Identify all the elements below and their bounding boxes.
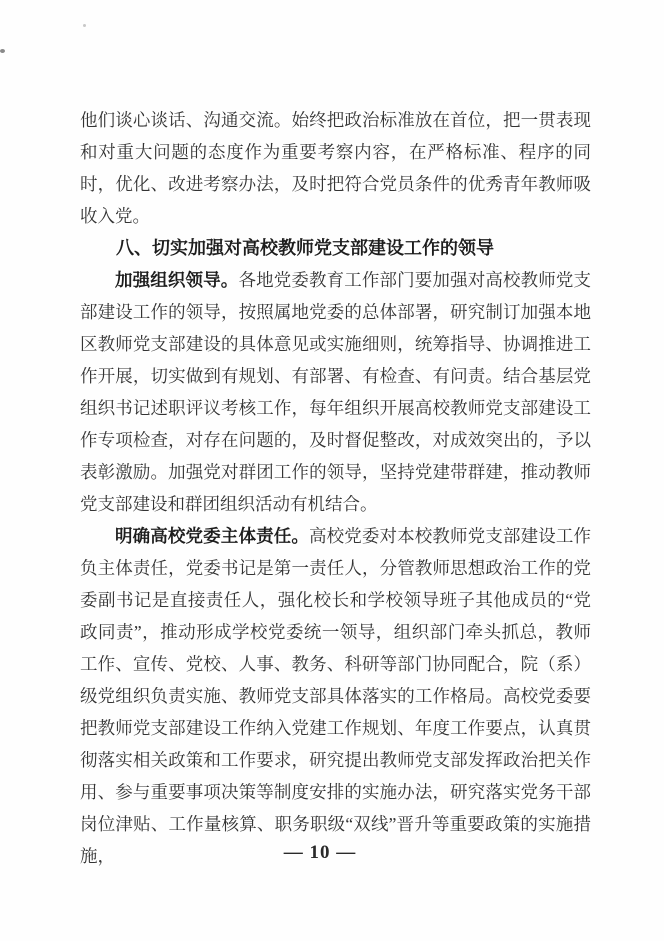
document-body — [80, 104, 591, 872]
section-heading — [80, 232, 591, 264]
paragraph-text: 高校党委对本校教师党支部建设工作负主体责任，党委书记是第一责任人，分管教师思想政治工作的党委副书记是直接责任人，强化校长和学校领导班子其他成员的“党政同责”，推动形成学校党委统一领导，组织部门牵头抓总，教师工作、宣传、党校、人事、教务、科研等部门协同配合，院（系）级党组织负责实施、教师党支部具体落实的工作格局。高校党委要把教师党支部建设工作纳入党建工作规划、年度工作要点，认真贯彻落实相关政策和工作要求，研究提出教师党支部发挥政治把关作用、参与重要事项决策等制度安排的实施办法，研究落实党务干部岗位津贴、工作量核算、职务职级“双线”晋升等重要政策的实施措施， — [80, 526, 592, 866]
scan-speck — [0, 49, 5, 53]
paragraph-continuation — [80, 104, 591, 232]
scan-speck — [83, 24, 86, 27]
paragraph-lead-bold: 加强组织领导。 — [115, 270, 239, 290]
paragraph-text: 各地党委教育工作部门要加强对高校教师党支部建设工作的领导，按照属地党委的总体部署，研究制订加强本地区教师党支部建设的具体意见或实施细则，统筹指导、协调推进工作开展，切实做到有规划、有部署、有检查、有问责。结合基层党组织书记述职评议考核工作，每年组织开展高校教师党支部建设工作专项检查，对存在问题的，及时督促整改，对成效突出的，予以表彰激励。加强党对群团工作的领导，坚持党建带群建，推动教师党支部建设和群团组织活动有机结合。 — [80, 270, 592, 514]
paragraph-committee-responsibility — [80, 520, 591, 872]
paragraph-lead-bold: 明确高校党委主体责任。 — [115, 526, 309, 546]
paragraph-text: 他们谈心谈话、沟通交流。始终把政治标准放在首位，把一贯表现和对重大问题的态度作为重要考察内容，在严格标准、程序的同时，优化、改进考察办法，及时把符合党员条件的优秀青年教师吸收入党。 — [80, 110, 591, 226]
paragraph-org-leadership — [80, 264, 591, 520]
section-heading-text: 八、切实加强对高校教师党支部建设工作的领导 — [116, 238, 494, 258]
page-footer — [80, 842, 560, 864]
page-number: — 10 — — [283, 842, 357, 863]
